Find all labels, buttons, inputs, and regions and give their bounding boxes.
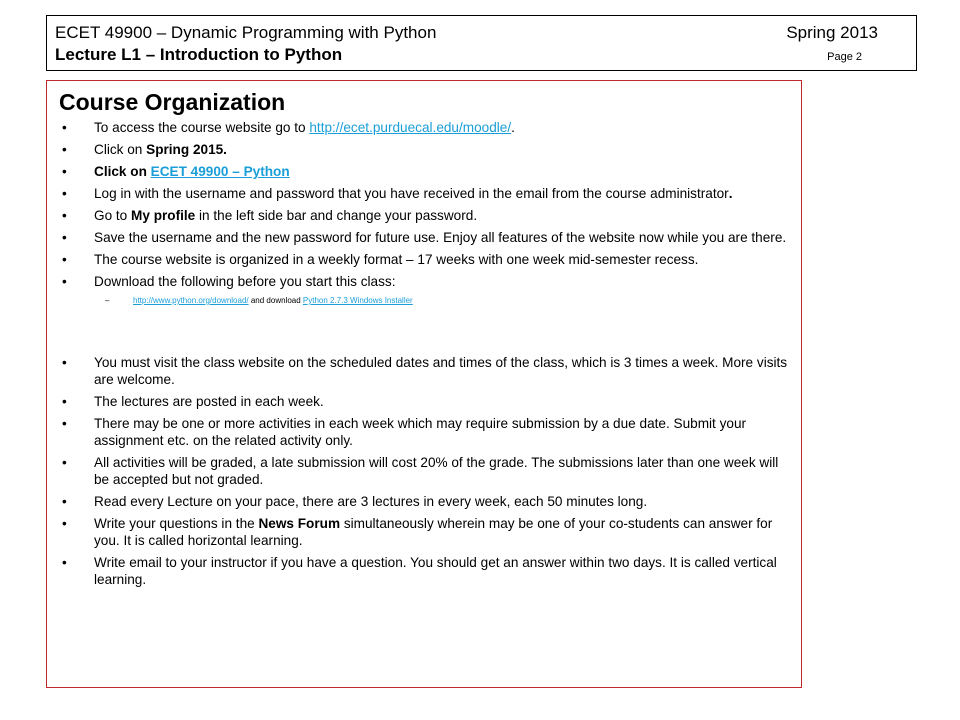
bullet-icon: •	[62, 274, 67, 289]
dash-icon: –	[105, 296, 110, 305]
python-download-link[interactable]: http://www.python.org/download/	[133, 296, 249, 305]
bullet-icon: •	[62, 252, 67, 267]
item-bold-text: My profile	[131, 208, 196, 223]
lecture-title: Lecture L1 – Introduction to Python	[55, 45, 343, 64]
list-item	[59, 251, 791, 268]
bullet-icon: •	[62, 355, 67, 370]
bullet-icon: •	[62, 230, 67, 245]
item-text: Write email to your instructor if you have a question. You should get an answer within two days. It is called vertical learning.	[94, 555, 777, 587]
list-item	[59, 229, 791, 246]
item-text: Log in with the username and password that you have received in the email from the course administrator	[94, 186, 729, 201]
list-item	[59, 454, 791, 488]
list-item	[59, 515, 791, 549]
course-link[interactable]: ECET 49900 – Python	[150, 164, 290, 179]
bullet-icon: •	[62, 208, 67, 223]
header-row-course	[55, 22, 906, 44]
item-text: in the left side bar and change your password.	[195, 208, 478, 223]
list-item	[59, 185, 791, 202]
bullet-list-bottom	[59, 354, 791, 588]
bullet-icon: •	[62, 142, 67, 157]
sub-list-item	[59, 295, 791, 306]
item-text: Save the username and the new password for future use. Enjoy all features of the website now while you are there.	[94, 230, 787, 245]
bullet-icon: •	[62, 494, 67, 509]
item-bold-text: News Forum	[258, 516, 341, 531]
list-item	[59, 141, 791, 158]
item-text: There may be one or more activities in each week which may require submission by a due date. Submit your assignment etc. on the related activity only.	[94, 416, 747, 448]
list-item	[59, 354, 791, 388]
list-item	[59, 163, 791, 180]
bullet-list-top	[59, 119, 791, 290]
item-bold-text: Click on	[94, 164, 151, 179]
moodle-link[interactable]: http://ecet.purduecal.edu/moodle/	[309, 120, 512, 135]
item-text: Click on	[94, 142, 147, 157]
item-text: To access the course website go to	[94, 120, 310, 135]
item-bold-text: .	[728, 186, 733, 201]
item-text: simultaneously wherein may be one of your co-students can answer for you. It is called horizontal learning.	[94, 516, 773, 548]
bullet-icon: •	[62, 555, 67, 570]
python-installer-link[interactable]: Python 2.7.3 Windows Installer	[302, 296, 413, 305]
bullet-icon: •	[62, 516, 67, 531]
slide-header	[46, 15, 917, 71]
item-text: You must visit the class website on the scheduled dates and times of the class, which is 3 times a week. More visits are welcome.	[94, 355, 788, 387]
item-text: .	[511, 120, 515, 135]
section-title: Course Organization	[59, 89, 286, 115]
bullet-icon: •	[62, 164, 67, 179]
item-text: The course website is organized in a weekly format – 17 weeks with one week mid-semester recess.	[94, 252, 699, 267]
header-row-lecture	[55, 44, 906, 68]
bullet-icon: •	[62, 416, 67, 431]
item-text: Download the following before you start this class:	[94, 274, 396, 289]
item-text: All activities will be graded, a late submission will cost 20% of the grade. The submissions later than one week will be accepted but not graded.	[94, 455, 779, 487]
list-item	[59, 554, 791, 588]
list-item	[59, 393, 791, 410]
course-title: ECET 49900 – Dynamic Programming with Python	[55, 23, 437, 42]
list-item	[59, 207, 791, 224]
item-text: Go to	[94, 208, 132, 223]
item-text: Read every Lecture on your pace, there are 3 lectures in every week, each 50 minutes long.	[94, 494, 648, 509]
page-number: Page 2	[827, 51, 862, 63]
content-box	[46, 80, 802, 688]
list-item	[59, 415, 791, 449]
item-bold-text: Spring 2015.	[146, 142, 227, 157]
list-item	[59, 493, 791, 510]
bullet-icon: •	[62, 455, 67, 470]
bullet-icon: •	[62, 120, 67, 135]
bullet-icon: •	[62, 394, 67, 409]
list-item	[59, 273, 791, 290]
semester-label: Spring 2013	[786, 23, 878, 42]
item-text: and download	[248, 296, 303, 305]
list-item	[59, 119, 791, 136]
item-text: The lectures are posted in each week.	[94, 394, 324, 409]
item-text: Write your questions in the	[94, 516, 259, 531]
bullet-icon: •	[62, 186, 67, 201]
